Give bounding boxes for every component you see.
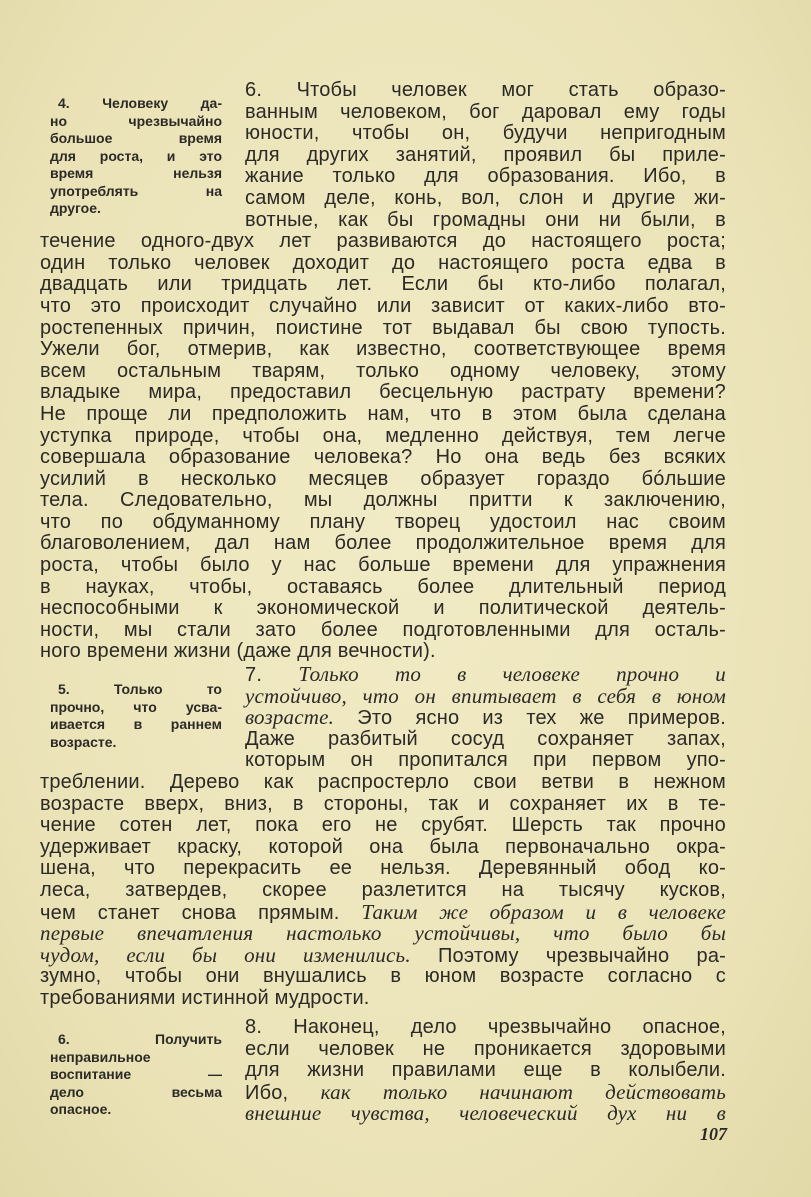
text-segment: Поэтому чрезвычайно ра- bbox=[410, 944, 727, 967]
text-line bbox=[40, 899, 726, 924]
italic-text: Только то в человеке прочно и bbox=[298, 662, 726, 686]
text-line bbox=[245, 1079, 726, 1104]
text-line bbox=[40, 598, 726, 620]
text-segment: юности, чтобы он, будучи непригодным bbox=[245, 122, 726, 145]
margin-note-line: опасное. bbox=[50, 1101, 112, 1117]
margin-note-line: воспитание — bbox=[50, 1066, 222, 1082]
text-segment: один только человек доходит до настоящего роста едва в bbox=[40, 251, 726, 274]
margin-note-line: дело весьма bbox=[50, 1083, 222, 1100]
text-line bbox=[40, 988, 726, 1010]
text-segment: ного времени жизни (даже для вечности). bbox=[40, 640, 436, 663]
text-segment: двадцать или тридцать лет. Если бы кто-либо полагал, bbox=[40, 273, 726, 296]
text-segment: уступка природе, чтобы она, медленно действуя, тем легче bbox=[40, 424, 726, 447]
text-segment: Даже разбитый сосуд сохраняет запах, bbox=[245, 727, 726, 750]
text-line bbox=[245, 102, 726, 124]
text-segment: тела. Следовательно, мы должны притти к заключению, bbox=[40, 489, 726, 512]
text-line bbox=[40, 837, 726, 859]
text-line bbox=[40, 880, 726, 902]
paragraph-6 bbox=[40, 80, 726, 663]
margin-note-line: возрасте. bbox=[50, 733, 117, 750]
paragraph-7 bbox=[40, 664, 726, 1010]
text-line bbox=[40, 966, 726, 988]
text-line bbox=[245, 683, 726, 708]
text-line bbox=[245, 1039, 726, 1061]
margin-note-line: для роста, и это bbox=[50, 147, 222, 164]
text-segment: ности, мы стали зато более подготовленными для осталь- bbox=[40, 618, 726, 641]
text-line bbox=[40, 512, 726, 534]
text-line bbox=[40, 339, 726, 361]
text-line bbox=[245, 188, 726, 210]
margin-note-line: 4. Человеку да- bbox=[58, 95, 222, 111]
text-line bbox=[40, 404, 726, 426]
text-line bbox=[40, 815, 726, 837]
text-segment: удерживает краску, которой она была первоначально окра- bbox=[40, 835, 726, 858]
text-line bbox=[40, 794, 726, 816]
text-segment: для жизни правилами еще в колыбели. bbox=[245, 1059, 726, 1082]
margin-note-line: время нельзя bbox=[50, 165, 222, 181]
text-line bbox=[245, 210, 726, 232]
text-segment: Это ясно из тех же примеров. bbox=[334, 707, 726, 730]
text-line bbox=[40, 923, 726, 945]
margin-note-line: большое время bbox=[50, 130, 222, 146]
text-line bbox=[40, 772, 726, 794]
italic-text: устойчиво, что он впитывает в себя в юном bbox=[245, 683, 726, 708]
text-segment: Ибо, bbox=[245, 1081, 321, 1104]
margin-note-line: 6. Получить bbox=[58, 1031, 222, 1047]
text-segment: владыке мира, предоставил бесцельную растрату времени? bbox=[40, 381, 726, 404]
text-line bbox=[245, 166, 726, 188]
italic-text: возрасте. bbox=[245, 705, 335, 730]
italic-text: чудом, если бы они изменились. bbox=[40, 942, 411, 967]
text-line bbox=[245, 80, 726, 102]
text-line bbox=[245, 145, 726, 167]
text-line bbox=[245, 729, 726, 751]
margin-note-line: ивается в раннем bbox=[50, 716, 222, 732]
margin-note-line: другое. bbox=[50, 200, 101, 216]
text-segment: для других занятий, проявил бы приле- bbox=[245, 143, 726, 166]
text-segment: требованиями истинной мудрости. bbox=[40, 986, 370, 1009]
text-segment: 6. Чтобы человек мог стать образо- bbox=[245, 79, 726, 101]
text-segment: чение сотен лет, пока его не срубят. Шерсть так прочно bbox=[40, 814, 726, 837]
text-segment: течение одного-двух лет развиваются до настоящего роста; bbox=[40, 230, 726, 253]
text-line bbox=[40, 318, 726, 340]
text-line bbox=[40, 490, 726, 512]
italic-text: как только начинают действовать bbox=[320, 1079, 726, 1104]
text-line bbox=[245, 664, 726, 686]
text-segment: зумно, чтобы они внушались в юном возрасте согласно с bbox=[40, 965, 726, 988]
text-segment: неспособными к экономической и политической деятель- bbox=[40, 597, 726, 620]
text-segment: роста, чтобы было у нас больше времени для упражнения bbox=[40, 554, 726, 577]
text-line bbox=[245, 1060, 726, 1082]
text-segment: совершала образование человека? Но она ведь без всяких bbox=[40, 446, 726, 469]
text-segment: что по обдуманному плану творец удостоил нас своим bbox=[40, 510, 726, 533]
text-line bbox=[40, 447, 726, 469]
text-line bbox=[40, 296, 726, 318]
margin-note-line: прочно, что усва- bbox=[50, 698, 222, 715]
text-segment: 8. Наконец, дело чрезвычайно опасное, bbox=[245, 1016, 726, 1038]
text-line bbox=[40, 555, 726, 577]
text-segment: в науках, чтобы, оставаясь более длительный период bbox=[40, 575, 726, 598]
text-line bbox=[40, 426, 726, 448]
text-segment: леса, затвердев, скорее разлетится на тысячу кусков, bbox=[40, 878, 726, 901]
text-line bbox=[40, 620, 726, 642]
margin-note-line: употреблять на bbox=[50, 182, 222, 199]
text-segment: треблении. Дерево как распростерло свои ветви в нежном bbox=[40, 770, 726, 793]
margin-note-line: 5. Только то bbox=[58, 681, 222, 697]
text-segment: ростепенных причин, поистине тот выдавал бы свою тупость. bbox=[40, 316, 726, 339]
text-line bbox=[245, 123, 726, 145]
text-segment: 7. bbox=[245, 664, 299, 686]
text-segment: что это происходит случайно или зависит от каких-либо вто- bbox=[40, 294, 726, 317]
text-segment: шена, что перекрасить ее нельзя. Деревянный обод ко- bbox=[40, 857, 726, 880]
paragraph-8 bbox=[40, 1017, 726, 1125]
text-line bbox=[40, 942, 727, 967]
text-segment: которым он пропитался при первом упо- bbox=[245, 749, 726, 772]
text-line bbox=[40, 858, 726, 880]
text-line bbox=[40, 382, 726, 404]
margin-note-line: но чрезвычайно bbox=[50, 112, 222, 129]
text-line bbox=[40, 253, 726, 275]
text-segment: усилий в несколько месяцев образует гораздо бóльшие bbox=[40, 467, 726, 490]
text-segment: вотные, как бы громадны они ни были, в bbox=[245, 208, 726, 231]
text-line bbox=[40, 577, 726, 599]
text-segment: благоволением, дал нам более продолжительное время для bbox=[40, 532, 726, 555]
text-line bbox=[40, 641, 726, 663]
italic-text: внешние чувства, человеческий дух ни в bbox=[245, 1101, 726, 1126]
italic-text: Таким же образом и в человеке bbox=[361, 899, 726, 924]
text-segment: жание только для образования. Ибо, в bbox=[245, 165, 726, 188]
text-segment: Ужели бог, отмерив, как известно, соответствующее время bbox=[40, 338, 726, 361]
text-line bbox=[40, 231, 726, 253]
text-line bbox=[40, 274, 726, 296]
text-segment: ванным человеком, бог даровал ему годы bbox=[245, 100, 726, 123]
text-segment: если человек не проникается здоровыми bbox=[245, 1037, 726, 1060]
text-line bbox=[245, 1103, 726, 1125]
text-line bbox=[245, 750, 726, 772]
margin-note-line: неправильное bbox=[50, 1048, 151, 1065]
text-segment: чем станет снова прямым. bbox=[40, 901, 362, 924]
text-segment: самом деле, конь, вол, слон и другие жи- bbox=[245, 186, 726, 209]
text-line bbox=[40, 361, 726, 383]
page-number: 107 bbox=[700, 1124, 727, 1144]
text-line bbox=[40, 533, 726, 555]
text-segment: возрасте вверх, вниз, в стороны, так и сохраняет их в те- bbox=[40, 792, 726, 815]
text-line bbox=[245, 1017, 726, 1039]
text-segment: Не проще ли предположить нам, что в этом была сделана bbox=[40, 402, 726, 425]
italic-text: первые впечатления настолько устойчивы, что было бы bbox=[40, 921, 726, 946]
text-segment: всем остальным тварям, только одному человеку, этому bbox=[40, 359, 726, 382]
text-line bbox=[245, 707, 726, 729]
text-line bbox=[40, 469, 726, 491]
